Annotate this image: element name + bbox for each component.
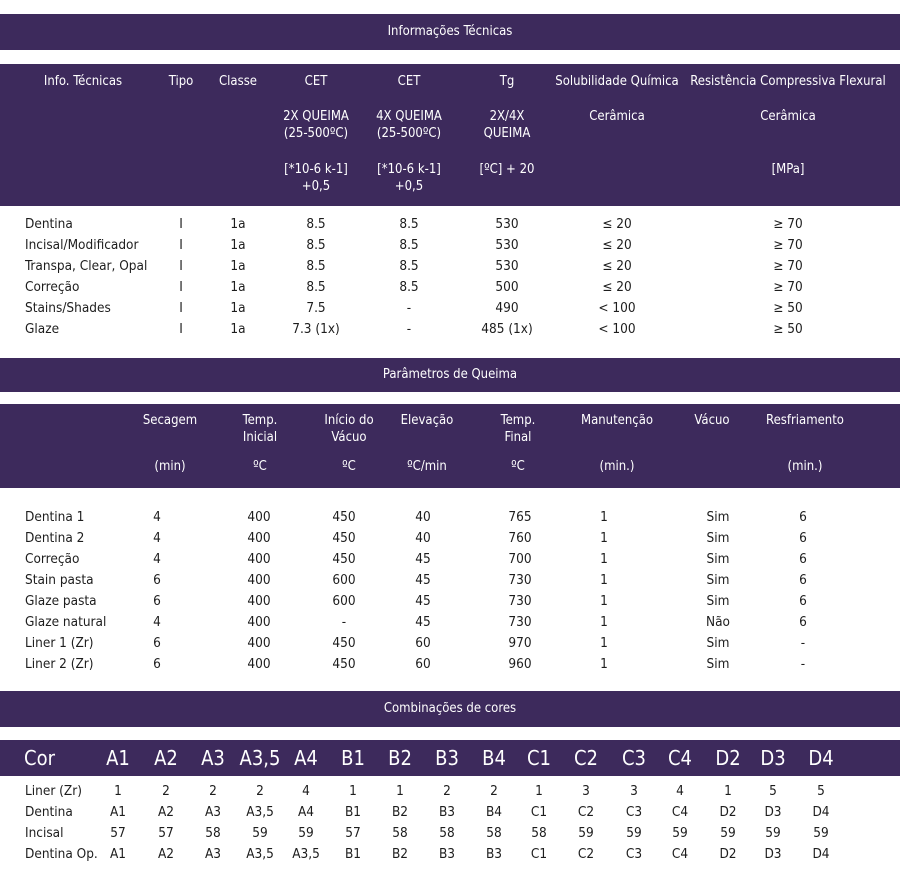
row-label-info: Correção [25,279,80,295]
table-cell-info: 1a [230,237,246,253]
table-cell-info: I [179,279,183,295]
table-cell-cores: 1 [396,783,404,799]
table-cell-info: I [179,216,183,232]
table-cell-cores: B4 [485,804,503,820]
table-cell-info: ≤ 20 [602,258,632,274]
table-cell-queima: 4 [153,551,161,567]
col-unit-queima-7: (min.) [787,459,823,474]
table-cell-queima: 4 [153,614,161,630]
table-cell-queima: 40 [415,509,431,525]
table-cell-info: 500 [495,279,519,295]
table-cell-cores: A1 [109,804,127,820]
col-unit-queima-5: (min.) [599,459,635,474]
table-cell-info: < 100 [598,321,636,337]
table-cell-info: I [179,321,183,337]
table-cell-cores: 59 [578,825,594,841]
table-cell-cores: 1 [535,783,543,799]
table-cell-queima: 400 [247,593,271,609]
row-label-info: Transpa, Clear, Opal [25,258,148,274]
table-cell-info: ≤ 20 [602,216,632,232]
table-cell-cores: B2 [391,846,409,862]
table-cell-cores: B2 [391,804,409,820]
table-cell-info: 1a [230,258,246,274]
table-cell-info: 8.5 [306,216,326,232]
table-cell-cores: 5 [817,783,825,799]
table-cell-cores: A2 [157,846,175,862]
section-title-cores: Combinações de cores [383,701,517,716]
shade-header: A3,5 [239,746,281,770]
table-cell-cores: 2 [443,783,451,799]
row-label-cores: Dentina [25,804,73,820]
table-cell-queima: 1 [600,530,608,546]
table-cell-info: - [406,321,412,337]
section-title-info: Informações Técnicas [387,24,513,39]
table-cell-cores: 58 [531,825,547,841]
table-cell-info: ≥ 70 [773,258,803,274]
table-cell-cores: 58 [486,825,502,841]
col-unit-queima-2: ºC [342,459,356,474]
table-cell-queima: 450 [332,656,356,672]
table-cell-info: ≥ 70 [773,216,803,232]
table-cell-queima: 40 [415,530,431,546]
row-label-info: Incisal/Modificador [25,237,139,253]
col-subheader-info-6: Cerâmica [589,109,645,124]
table-cell-info: I [179,258,183,274]
col-header-queima-5: Manutenção [580,413,654,428]
col-header-info-1: Tipo [168,74,194,89]
shade-header: D2 [715,746,741,770]
row-label-info: Stains/Shades [25,300,111,316]
shade-header: B3 [435,746,459,770]
table-cell-cores: D3 [764,804,782,820]
table-cell-queima: Sim [706,551,730,567]
col-subheader-info-5: 2X/4X QUEIMA [483,109,531,141]
table-cell-queima: 6 [153,593,161,609]
table-cell-cores: 4 [302,783,310,799]
col-header-queima-3: Elevação [400,413,454,428]
col-unit-info-5: [ºC] + 20 [479,162,535,177]
table-cell-queima: 400 [247,509,271,525]
table-cell-info: I [179,300,183,316]
table-cell-info: 1a [230,300,246,316]
table-cell-queima: 6 [799,509,807,525]
col-header-queima-1: Temp. Inicial [242,413,278,445]
table-cell-cores: 58 [439,825,455,841]
table-cell-cores: B3 [438,804,456,820]
table-cell-cores: C4 [671,846,689,862]
col-subheader-info-7: Cerâmica [760,109,816,124]
row-label-cores: Liner (Zr) [25,783,82,799]
col-unit-queima-4: ºC [511,459,525,474]
table-cell-queima: 1 [600,656,608,672]
table-cell-info: 530 [495,237,519,253]
row-label-cores: Incisal [25,825,64,841]
table-cell-queima: Sim [706,509,730,525]
table-cell-queima: 970 [508,635,532,651]
table-cell-queima: 6 [799,572,807,588]
row-label-cores: Dentina Op. [25,846,98,862]
col-header-queima-0: Secagem [142,413,198,428]
table-cell-queima: 600 [332,572,356,588]
table-cell-cores: A3,5 [246,804,274,820]
table-cell-info: 8.5 [306,279,326,295]
table-cell-queima: 600 [332,593,356,609]
table-cell-cores: 57 [345,825,361,841]
table-cell-cores: 2 [256,783,264,799]
table-cell-info: 8.5 [306,258,326,274]
table-cell-info: ≤ 20 [602,237,632,253]
table-cell-cores: A3 [204,846,222,862]
col-header-info-4: CET [397,74,421,89]
table-cell-cores: C1 [530,804,548,820]
table-cell-info: 1a [230,279,246,295]
table-cell-cores: D2 [719,846,737,862]
table-cell-info: ≤ 20 [602,279,632,295]
table-cell-cores: C2 [577,804,595,820]
table-cell-info: 8.5 [399,237,419,253]
shade-header: B1 [341,746,365,770]
row-label-queima: Glaze pasta [25,593,97,609]
shade-header: C3 [621,746,647,770]
table-cell-cores: 59 [720,825,736,841]
shade-header: A2 [154,746,178,770]
table-cell-queima: 400 [247,656,271,672]
table-cell-queima: 6 [799,551,807,567]
table-cell-queima: 4 [153,530,161,546]
table-cell-cores: A3,5 [246,846,274,862]
table-cell-info: 8.5 [399,279,419,295]
section-title-bar-info [0,14,900,50]
table-cell-cores: 59 [298,825,314,841]
table-cell-cores: 1 [349,783,357,799]
table-cell-cores: B1 [344,804,362,820]
table-cell-cores: 5 [769,783,777,799]
table-cell-queima: 45 [415,572,431,588]
table-cell-queima: 6 [153,572,161,588]
table-cell-cores: A2 [157,804,175,820]
table-cell-cores: 1 [114,783,122,799]
table-cell-queima: 450 [332,509,356,525]
table-cell-cores: A3,5 [292,846,320,862]
col-header-info-3: CET [304,74,328,89]
table-cell-queima: 730 [508,593,532,609]
table-cell-cores: D4 [812,846,830,862]
col-subheader-info-4: 4X QUEIMA (25-500ºC) [376,109,442,141]
col-unit-info-7: [MPa] [771,162,805,177]
table-cell-queima: 1 [600,635,608,651]
table-cell-cores: 2 [162,783,170,799]
table-cell-info: 8.5 [399,258,419,274]
table-cell-queima: 765 [508,509,532,525]
col-unit-queima-0: (min) [154,459,186,474]
col-header-queima-4: Temp. Final [500,413,536,445]
table-cell-info: ≥ 70 [773,237,803,253]
table-cell-cores: C3 [625,846,643,862]
table-cell-cores: 1 [724,783,732,799]
row-label-queima: Dentina 2 [25,530,85,546]
table-cell-cores: 57 [158,825,174,841]
section-title-bar-queima [0,358,900,392]
shade-header: B4 [482,746,506,770]
cor-header-label: Cor [24,746,55,770]
col-unit-info-3: [*10-6 k-1] +0,5 [284,162,348,194]
col-header-info-2: Classe [219,74,257,89]
table-cell-queima: 400 [247,530,271,546]
table-cell-cores: 59 [252,825,268,841]
table-cell-cores: 3 [630,783,638,799]
table-cell-cores: C4 [671,804,689,820]
col-unit-info-4: [*10-6 k-1] +0,5 [377,162,441,194]
table-cell-queima: 450 [332,551,356,567]
table-cell-cores: D2 [719,804,737,820]
table-cell-queima: - [800,635,806,651]
shade-header: A1 [106,746,130,770]
table-cell-queima: 730 [508,614,532,630]
table-cell-cores: C2 [577,846,595,862]
table-cell-cores: B1 [344,846,362,862]
table-cell-queima: 6 [799,593,807,609]
table-cell-info: 7.5 [306,300,326,316]
table-cell-queima: 1 [600,593,608,609]
table-cell-queima: Não [706,614,730,630]
section-title-bar-cores [0,691,900,727]
table-cell-cores: 58 [392,825,408,841]
table-cell-info: I [179,237,183,253]
table-cell-queima: 6 [153,656,161,672]
row-label-queima: Stain pasta [25,572,94,588]
table-cell-cores: D4 [812,804,830,820]
row-label-queima: Correção [25,551,80,567]
table-cell-cores: A3 [204,804,222,820]
table-cell-cores: 57 [110,825,126,841]
table-cell-cores: 59 [626,825,642,841]
table-cell-cores: 3 [582,783,590,799]
table-cell-queima: 6 [153,635,161,651]
table-cell-info: 1a [230,216,246,232]
table-cell-queima: 45 [415,551,431,567]
shade-header: C2 [573,746,599,770]
table-cell-queima: 960 [508,656,532,672]
table-cell-queima: 700 [508,551,532,567]
table-cell-queima: Sim [706,593,730,609]
table-cell-info: ≥ 70 [773,279,803,295]
table-cell-queima: 60 [415,635,431,651]
table-cell-info: 8.5 [399,216,419,232]
table-cell-queima: Sim [706,572,730,588]
table-cell-cores: B3 [485,846,503,862]
table-cell-queima: - [800,656,806,672]
col-header-info-5: Tg [499,74,515,89]
row-label-queima: Dentina 1 [25,509,85,525]
table-cell-cores: 2 [490,783,498,799]
table-cell-info: 7.3 (1x) [292,321,340,337]
row-label-queima: Liner 2 (Zr) [25,656,94,672]
table-cell-queima: 730 [508,572,532,588]
table-cell-queima: 6 [799,530,807,546]
col-header-queima-7: Resfriamento [766,413,844,428]
shade-header: C1 [526,746,552,770]
table-cell-queima: 400 [247,572,271,588]
table-cell-queima: Sim [706,530,730,546]
table-cell-queima: 1 [600,509,608,525]
table-cell-cores: 59 [813,825,829,841]
row-label-info: Dentina [25,216,73,232]
col-header-info-7: Resistência Compressiva Flexural [690,74,886,89]
table-cell-queima: 400 [247,635,271,651]
shade-header: A3 [201,746,225,770]
table-cell-cores: C3 [625,804,643,820]
table-cell-queima: 6 [799,614,807,630]
table-cell-queima: 760 [508,530,532,546]
table-cell-queima: 1 [600,551,608,567]
table-cell-info: ≥ 50 [773,300,803,316]
shade-header: D3 [760,746,786,770]
col-unit-queima-1: ºC [253,459,267,474]
table-cell-info: - [406,300,412,316]
table-cell-queima: 450 [332,530,356,546]
table-cell-cores: B3 [438,846,456,862]
row-label-queima: Glaze natural [25,614,107,630]
table-cell-queima: 1 [600,572,608,588]
table-cell-queima: - [341,614,347,630]
table-cell-queima: 400 [247,614,271,630]
col-subheader-info-3: 2X QUEIMA (25-500ºC) [283,109,349,141]
table-cell-info: 1a [230,321,246,337]
row-label-info: Glaze [25,321,60,337]
table-cell-queima: 1 [600,614,608,630]
table-cell-cores: D3 [764,846,782,862]
table-cell-cores: 2 [209,783,217,799]
shade-header: B2 [388,746,412,770]
table-cell-info: 530 [495,258,519,274]
col-header-queima-2: Início do Vácuo [324,413,374,445]
table-cell-cores: 58 [205,825,221,841]
table-cell-queima: 45 [415,593,431,609]
table-cell-info: 530 [495,216,519,232]
section-title-queima: Parâmetros de Queima [382,367,518,382]
table-cell-queima: 45 [415,614,431,630]
table-cell-queima: 400 [247,551,271,567]
table-cell-cores: A4 [297,804,315,820]
col-unit-queima-3: ºC/min [407,459,447,474]
table-cell-queima: Sim [706,656,730,672]
table-cell-cores: 59 [765,825,781,841]
table-cell-cores: 59 [672,825,688,841]
table-cell-cores: A1 [109,846,127,862]
col-header-info-0: Info. Técnicas [43,74,123,89]
shade-header: A4 [294,746,318,770]
table-cell-info: 8.5 [306,237,326,253]
shade-header: C4 [667,746,693,770]
table-cell-queima: 4 [153,509,161,525]
table-cell-queima: 450 [332,635,356,651]
col-header-info-6: Solubilidade Química [555,74,679,89]
col-header-queima-6: Vácuo [694,413,730,428]
table-cell-info: 490 [495,300,519,316]
table-cell-queima: 60 [415,656,431,672]
table-cell-info: ≥ 50 [773,321,803,337]
table-cell-queima: Sim [706,635,730,651]
shade-header: D4 [808,746,834,770]
table-cell-cores: 4 [676,783,684,799]
table-cell-info: < 100 [598,300,636,316]
row-label-queima: Liner 1 (Zr) [25,635,94,651]
table-cell-cores: C1 [530,846,548,862]
table-cell-info: 485 (1x) [481,321,533,337]
